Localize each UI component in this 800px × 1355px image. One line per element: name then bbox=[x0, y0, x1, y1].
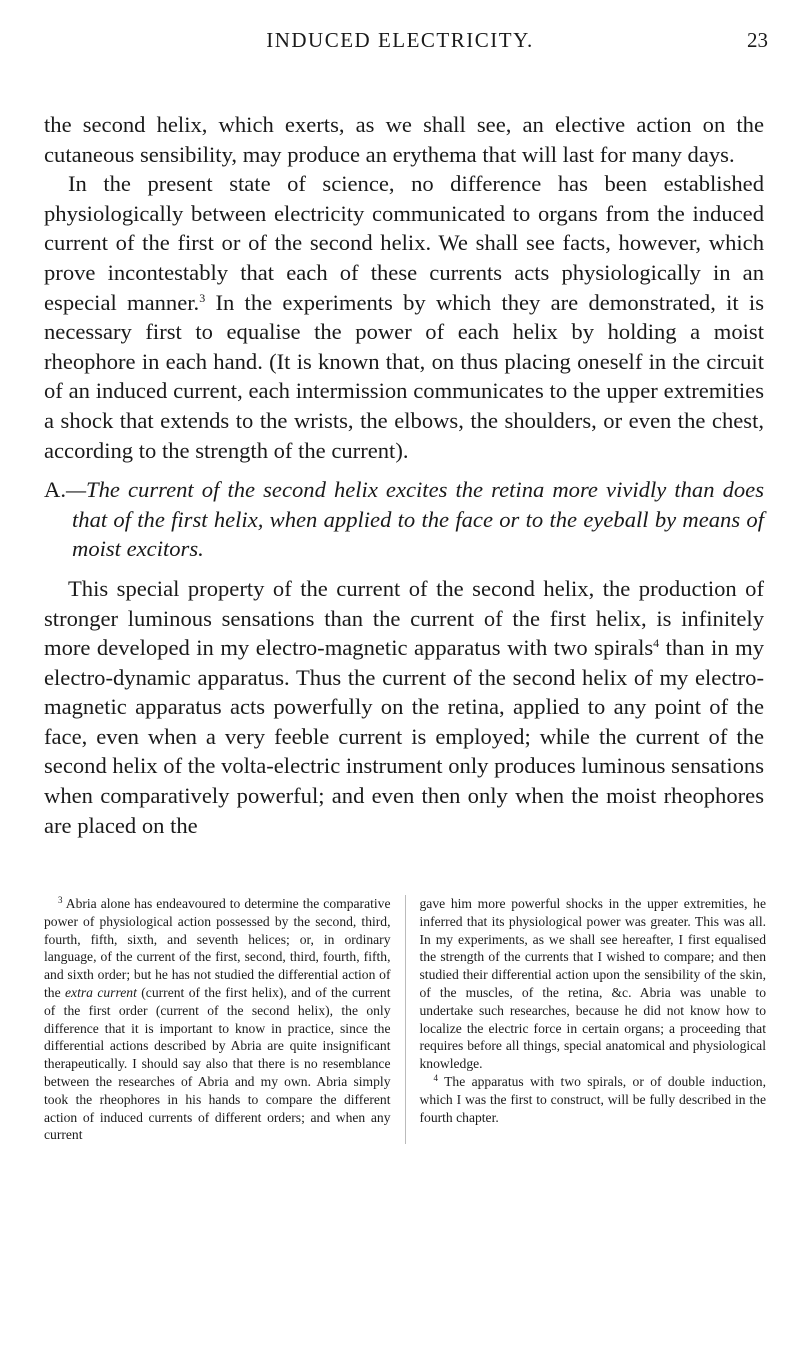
footnote-3: $^3$ Abria alone has endeavoured to determine the comparative power of physiological action possessed by the second, third, fourth, fifth, sixth, and seventh helices; or, in ordinary language, of the current of the first, second, third, fourth, fifth, and sixth order; but he has not studied the differential action of the extra current (current of the first helix), and of the current of the first order (current of the second helix), the only difference that it is important to know in practice, since the differential actions described by Abria are quite insignificant therapeutically. I should say also that there is no resemblance between the researches of Abria and my own. Abria simply took the rheophores in his hands to compare the different action of induced currents of different orders; and when any current bbox=[44, 895, 391, 1143]
footnotes bbox=[44, 895, 766, 1144]
page-header bbox=[0, 28, 800, 58]
proposition-label: A. bbox=[44, 477, 66, 503]
paragraph-special-property: This special property of the current of the second helix, the production of stronger luminous sensations than the current of the first helix, is infinitely more developed in my electro-magnetic apparatus with two spirals$^4$ than in my electro-dynamic apparatus. Thus the current of the second helix of my electro-magnetic apparatus acts powerfully on the retina, applied to any point of the face, even when a very feeble current is employed; while the current of the second helix of the volta-electric instrument only produces luminous sensations when comparatively powerful; and even then only when the moist rheophores are placed on the bbox=[44, 575, 764, 838]
paragraph-state-of-science: In the present state of science, no difference has been established physiologically between electricity communicated to organs from the induced current of the first or of the second helix. We shall see facts, however, which prove incontestably that each of these currents acts physiologically in an especial manner.$^3$ In the experiments by which they are demonstrated, it is necessary first to equalise the power of each helix by holding a moist rheophore in each hand. (It is known that, on thus placing oneself in the circuit of an induced current, each intermission communicates to the upper extremities a shock that extends to the wrists, the elbows, the shoulders, or even the chest, according to the strength of the current). bbox=[44, 171, 765, 463]
proposition-a bbox=[44, 475, 764, 564]
footnote-ref-4: 4 bbox=[653, 636, 660, 651]
footnote-ref-3: 3 bbox=[199, 290, 206, 305]
column-divider bbox=[405, 895, 406, 1144]
page-number: 23 bbox=[747, 28, 768, 52]
proposition-text: —The current of the second helix excites the retina more vividly than does that of the first helix, when applied to the face or to the eyeball by means of moist excitors. bbox=[65, 477, 764, 562]
main-text bbox=[44, 110, 764, 840]
paragraph-continuation: the second helix, which exerts, as we shall see, an elective action on the cutaneous sensibility, may produce an erythema that will last for many days. bbox=[44, 112, 764, 167]
footnote-4: $^4$ The apparatus with two spirals, or of double induction, which I was the first to construct, will be fully described in the fourth chapter. bbox=[419, 1072, 766, 1125]
footnote-column-left bbox=[44, 895, 391, 1144]
footnote-3-continued: gave him more powerful shocks in the upper extremities, he inferred that its physiological power was greater. This was all. In my experiments, as we shall see hereafter, I first equalised the strength of the currents that I wished to compare; and then studied their differential action upon the sensibility of the skin, of the muscles, of the retina, &c. Abria was unable to undertake such researches, because he did not know how to localize the electric force in certain organs; a proceeding that requires before all things, special anatomical and physiological knowledge. bbox=[419, 896, 766, 1072]
footnote-column-right bbox=[420, 895, 767, 1144]
running-title: INDUCED ELECTRICITY. bbox=[266, 28, 534, 52]
